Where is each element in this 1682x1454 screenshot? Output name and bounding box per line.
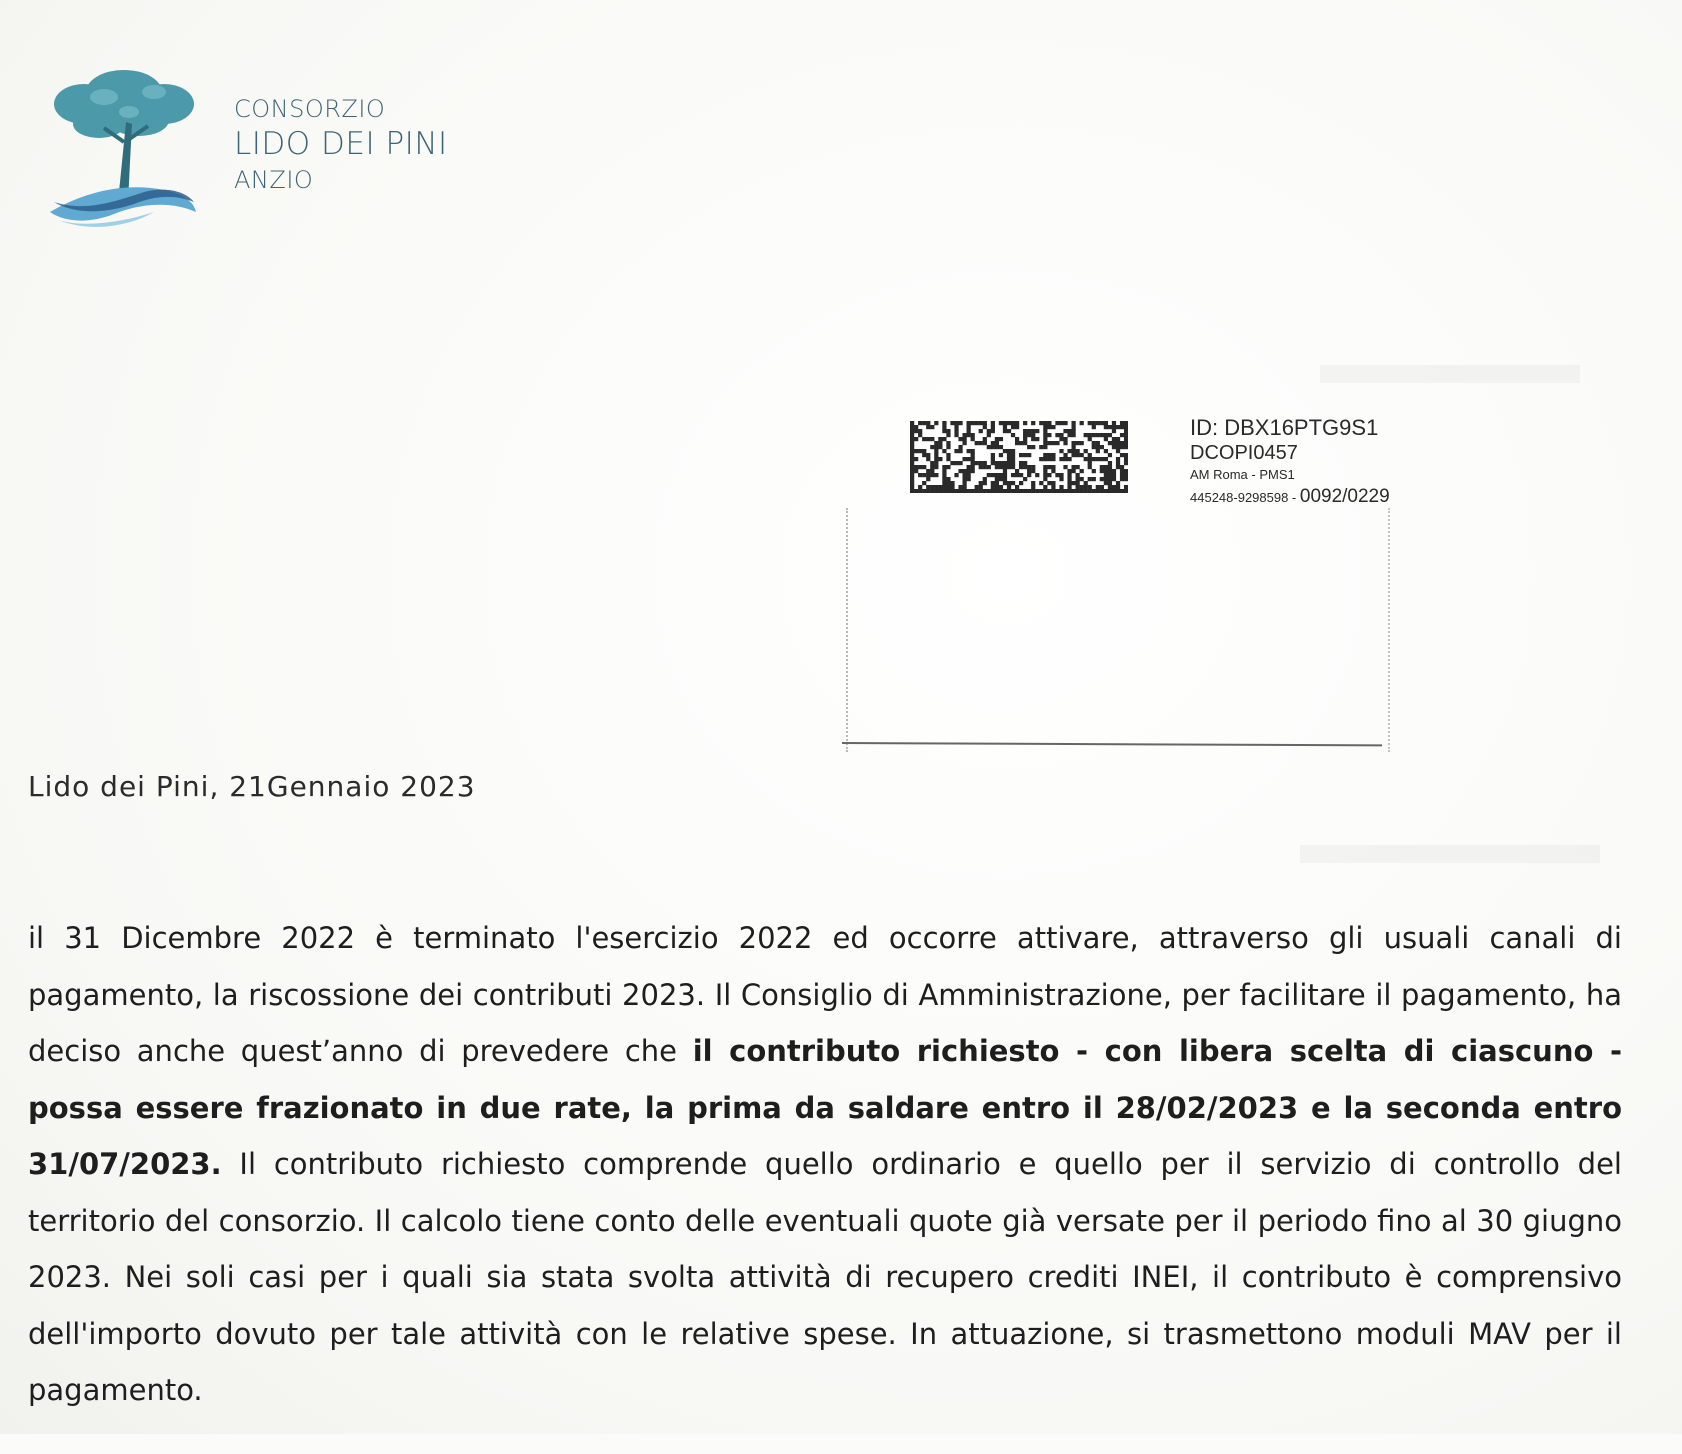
- letter-date: Lido dei Pini, 21Gennaio 2023: [28, 770, 476, 803]
- letterhead-line-city: ANZIO: [234, 166, 314, 194]
- postal-office: AM Roma - PMS1: [1190, 467, 1295, 482]
- pine-tree-wave-logo: [44, 62, 214, 232]
- postal-number: [1190, 485, 1390, 510]
- postal-info: [1190, 415, 1390, 510]
- body-text-part2: Il contributo richiesto comprende quello ordinario e quello per il servizio di controllo del territorio del consorzio. Il calcolo tiene conto delle eventuali quote già versate per il periodo fino al 30 giugno 2023. Nei soli casi per i quali sia stata svolta attività di recupero crediti INEI, il contributo è comprensivo dell'importo dovuto per tale attività con le relative spese. In attuazione, si trasmettono moduli MAV per il pagamento.: [28, 1147, 1622, 1407]
- postal-stamp: [910, 415, 1430, 507]
- postal-code: DCOPI0457: [1190, 442, 1298, 464]
- letterhead-line-consorzio: CONSORZIO: [234, 95, 386, 123]
- body-paragraph: [28, 910, 1622, 1419]
- letterhead: [44, 62, 524, 242]
- letterhead-text: [234, 94, 448, 196]
- postal-number-big: 0092/0229: [1299, 486, 1390, 507]
- bleed-through-shadow: [1300, 845, 1600, 863]
- postal-number-small: 445248-9298598 -: [1190, 490, 1300, 505]
- letterhead-line-name: LIDO DEI PINI: [234, 126, 448, 162]
- body-text-part1: il 31 Dicembre 2022 è terminato l'esercizio 2022 ed occorre attivare, attraverso gli usuali canali di pagamento, la riscossione dei contributi 2023. Il Consiglio di Amministrazione, per facilitare il pagamento, ha deciso anche quest’anno di prevedere che: [28, 921, 1622, 1068]
- body-text-bold: il contributo richiesto - con libera scelta di ciascuno - possa essere frazionato in due rate, la prima da saldare entro il 28/02/2023 e la seconda entro 31/07/2023.: [28, 1034, 1622, 1181]
- cut-off-next-line: [28, 1424, 1622, 1454]
- postal-id: ID: DBX16PTG9S1: [1190, 415, 1379, 440]
- bleed-through-shadow: [1320, 365, 1580, 383]
- datamatrix-barcode: [910, 421, 1128, 493]
- address-window: [846, 508, 1390, 752]
